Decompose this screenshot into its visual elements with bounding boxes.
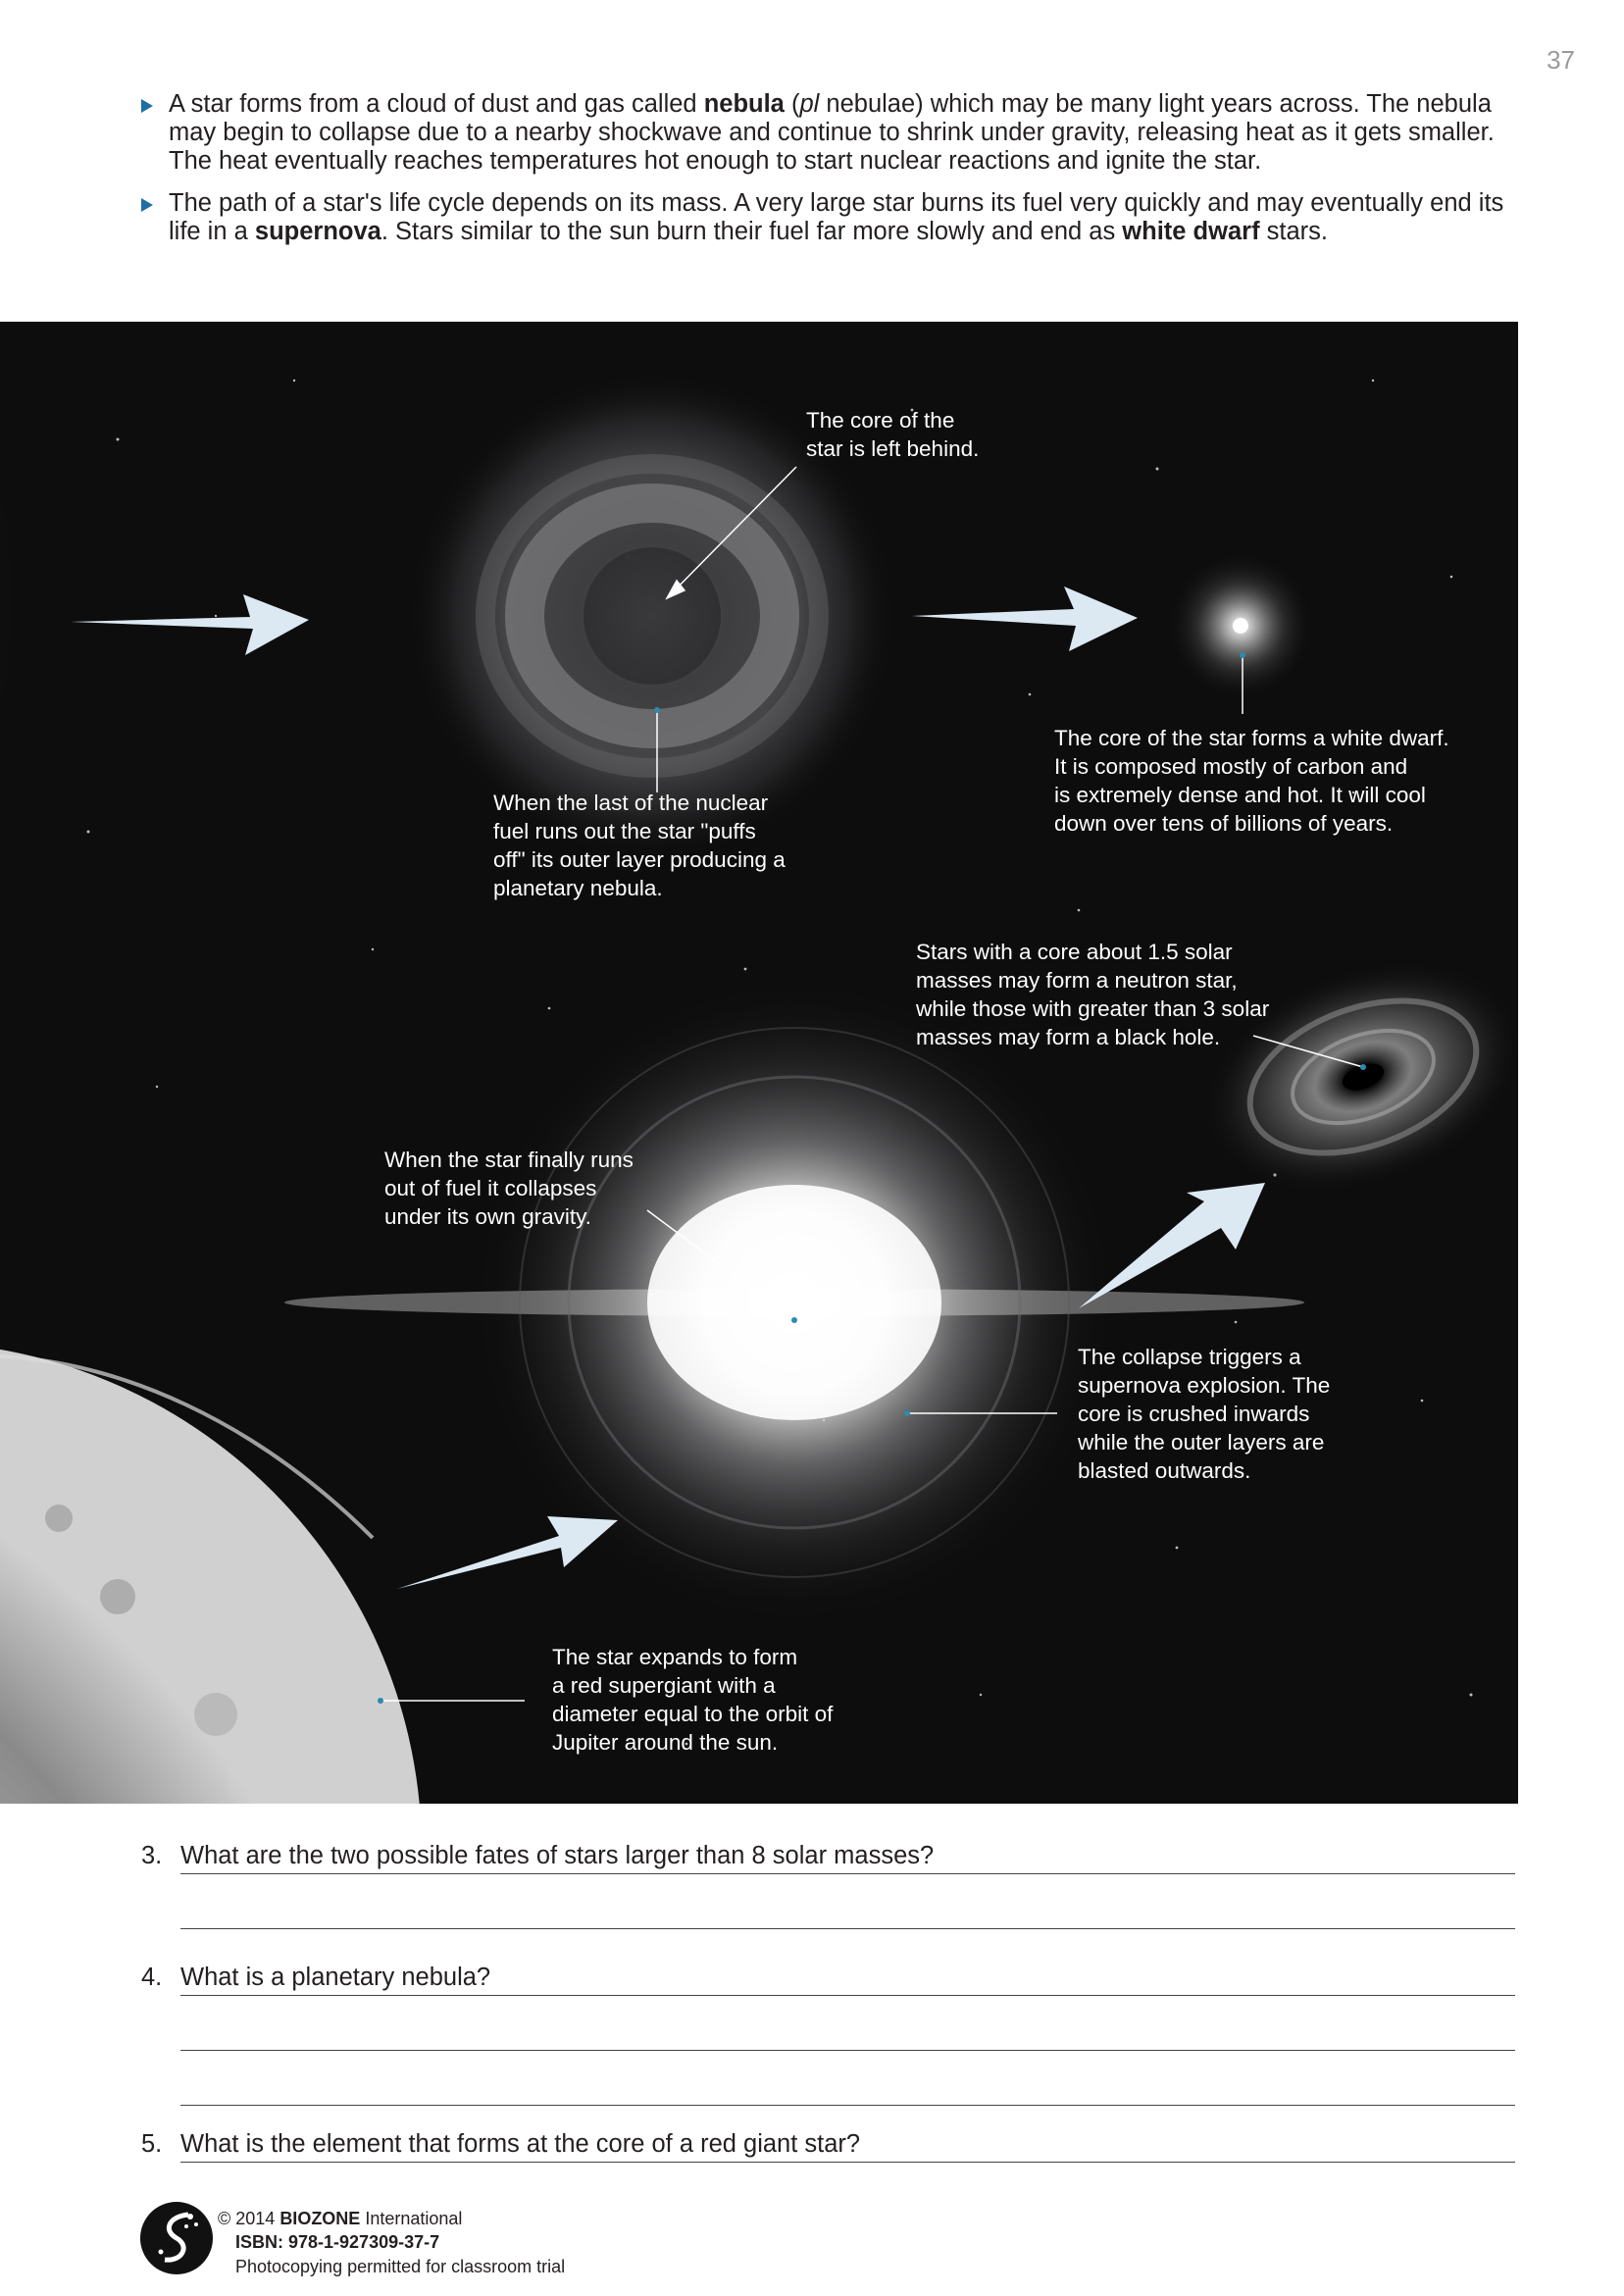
label-supernova <box>1078 1343 1330 1485</box>
label-line: core is crushed inwards <box>1078 1402 1310 1426</box>
white-dwarf-image <box>1167 552 1314 699</box>
label-line: Jupiter around the sun. <box>552 1730 779 1755</box>
question-4 <box>137 1964 1515 1997</box>
plural-abbrev: pl <box>799 90 820 118</box>
bullet-text: The path of a star's life cycle depends on its mass. A very large star burns its fuel very quickly and may eventually end its life in a <box>169 189 1504 245</box>
term-supernova: supernova <box>254 218 381 245</box>
label-line: while those with greater than 3 solar <box>916 996 1270 1021</box>
bullet-text: ( <box>784 90 800 118</box>
label-line: fuel runs out the star "puffs <box>493 819 756 843</box>
bullet-nebula <box>137 90 1510 176</box>
arrow-to-planetary-nebula <box>71 594 309 655</box>
question-number: 3. <box>141 1842 163 1869</box>
label-red-supergiant <box>552 1643 833 1757</box>
label-line: When the last of the nuclear <box>493 791 769 815</box>
term-nebula: nebula <box>703 90 785 118</box>
label-line: is extremely dense and hot. It will cool <box>1054 783 1426 807</box>
term-white-dwarf: white dwarf <box>1122 218 1260 245</box>
photocopy-note: Photocopying permitted for classroom trial <box>235 2257 566 2276</box>
label-collapse <box>384 1146 634 1231</box>
question-3 <box>137 1842 1515 1875</box>
label-line: diameter equal to the orbit of <box>552 1702 834 1726</box>
red-supergiant-image <box>0 1342 422 1804</box>
copyright-text: © 2014 <box>218 2209 280 2228</box>
bullet-triangle-icon <box>141 99 153 113</box>
label-white-dwarf <box>1054 724 1449 838</box>
biozone-logo-icon <box>139 2201 214 2275</box>
label-core-left-behind <box>806 406 979 463</box>
label-line: off" its outer layer producing a <box>493 847 786 872</box>
supernova-image <box>284 979 1304 1626</box>
intro-bullets <box>137 90 1510 260</box>
arrow-to-supernova <box>397 1516 618 1589</box>
label-line: masses may form a black hole. <box>916 1025 1221 1049</box>
label-line: blasted outwards. <box>1078 1458 1251 1483</box>
bullet-text: nebulae) which may be many light years across. The nebula may begin to collapse due to a nearby shockwave and continue to shrink under gravity, releasing heat as it gets smaller. The heat eventually reaches temperatures hot enough to start nuclear reactions and ignite the star. <box>169 90 1495 175</box>
protostar-partial <box>0 464 20 739</box>
star-life-cycle-figure <box>0 322 1518 1804</box>
label-line: The star expands to form <box>552 1645 798 1669</box>
answer-line[interactable] <box>180 1928 1515 1929</box>
label-line: Stars with a core about 1.5 solar <box>916 940 1233 964</box>
label-line: The core of the <box>806 408 955 433</box>
question-text: What is the element that forms at the core of a red giant star? <box>180 2130 866 2159</box>
page-number: 37 <box>1547 45 1575 75</box>
question-number: 5. <box>141 2130 163 2158</box>
question-text: What are the two possible fates of stars larger than 8 solar masses? <box>180 1842 939 1870</box>
label-line: The core of the star forms a white dwarf. <box>1054 726 1449 750</box>
question-5 <box>137 2130 1515 2164</box>
isbn: ISBN: 978-1-927309-37-7 <box>235 2232 440 2252</box>
footer <box>139 2197 630 2275</box>
label-line: under its own gravity. <box>384 1204 591 1229</box>
arrow-to-white-dwarf <box>912 587 1138 651</box>
question-text: What is a planetary nebula? <box>180 1964 496 1992</box>
bullet-text: stars. <box>1259 218 1328 245</box>
bullet-triangle-icon <box>141 198 153 212</box>
bullet-life-cycle <box>137 189 1510 246</box>
label-line: It is composed mostly of carbon and <box>1054 754 1408 779</box>
copyright-line <box>218 2209 462 2229</box>
label-line: while the outer layers are <box>1078 1430 1325 1454</box>
label-line: out of fuel it collapses <box>384 1176 597 1200</box>
label-line: star is left behind. <box>806 436 980 461</box>
answer-line[interactable] <box>180 2050 1515 2051</box>
bullet-text: . Stars similar to the sun burn their fuel far more slowly and end as <box>381 218 1123 245</box>
copyright-suffix: International <box>360 2209 463 2228</box>
label-line: When the star finally runs <box>384 1148 634 1172</box>
label-line: a red supergiant with a <box>552 1673 776 1698</box>
bullet-text: A star forms from a cloud of dust and gas called <box>169 90 704 118</box>
label-line: planetary nebula. <box>493 876 663 900</box>
label-line: The collapse triggers a <box>1078 1345 1301 1369</box>
answer-line[interactable] <box>180 1873 1515 1874</box>
label-line: supernova explosion. The <box>1078 1373 1331 1398</box>
question-number: 4. <box>141 1964 163 1991</box>
answer-line[interactable] <box>180 2162 1515 2163</box>
brand-name: BIOZONE <box>279 2209 361 2228</box>
label-planetary-nebula <box>493 789 786 902</box>
label-line: masses may form a neutron star, <box>916 968 1238 993</box>
answer-line[interactable] <box>180 1995 1515 1996</box>
answer-line[interactable] <box>180 2105 1515 2106</box>
figure-artwork <box>0 322 1518 1804</box>
label-line: down over tens of billions of years. <box>1054 811 1394 836</box>
label-neutron-black-hole <box>916 938 1269 1051</box>
